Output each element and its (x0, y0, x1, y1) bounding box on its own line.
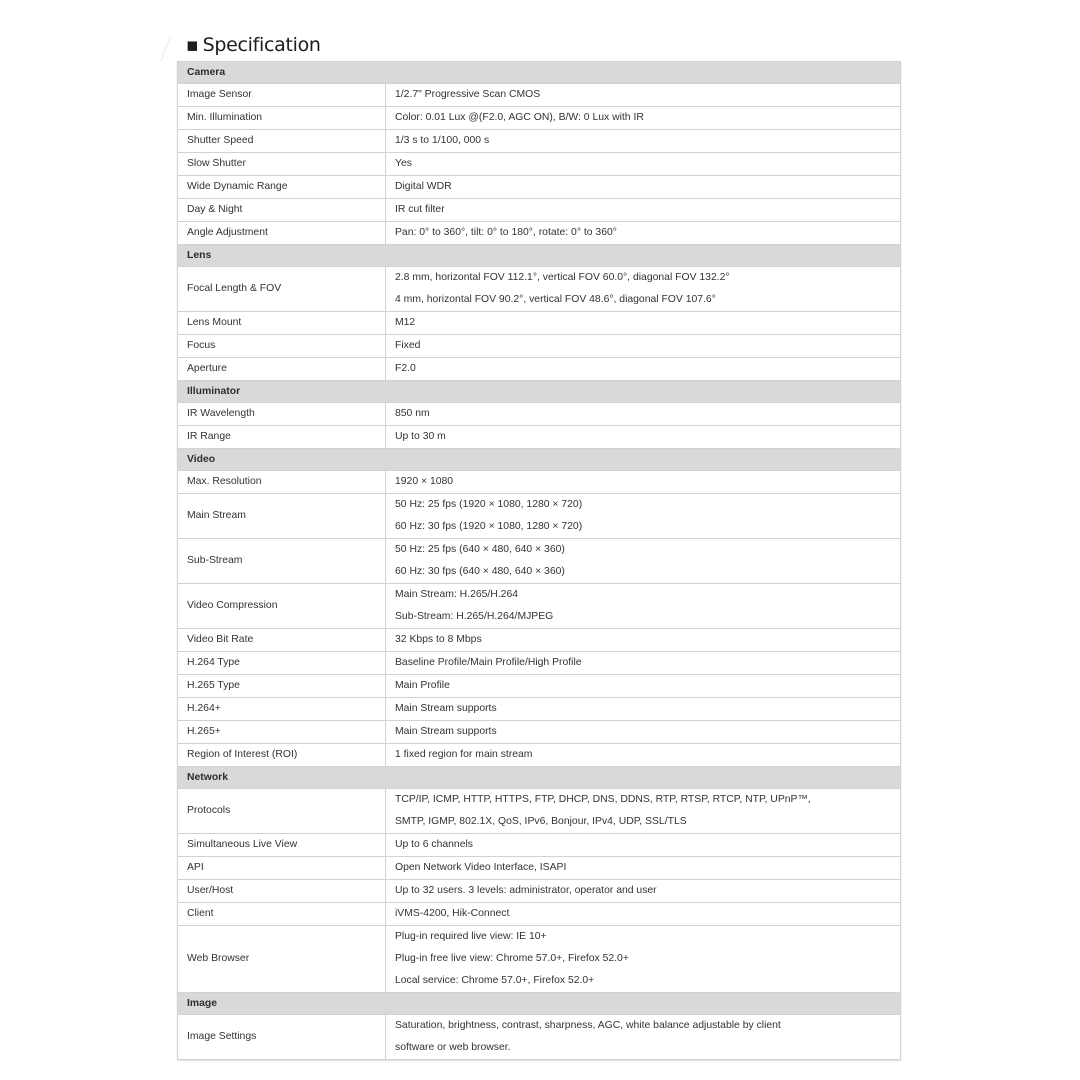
spec-label: Lens Mount (178, 312, 386, 335)
spec-label: Min. Illumination (178, 107, 386, 130)
spec-value-line: Sub-Stream: H.265/H.264/MJPEG (395, 611, 554, 622)
section-header-lens (178, 245, 901, 267)
spec-value (386, 403, 901, 426)
spec-row (178, 880, 901, 903)
spec-value (386, 199, 901, 222)
spec-row (178, 789, 901, 834)
spec-value-line: Saturation, brightness, contrast, sharpness, AGC, white balance adjustable by client (395, 1020, 781, 1031)
spec-label: Client (178, 903, 386, 926)
spec-label: H.265+ (178, 721, 386, 744)
spec-row (178, 494, 901, 539)
page-corner-decoration (160, 36, 178, 62)
spec-value (386, 629, 901, 652)
spec-value-line: software or web browser. (395, 1042, 511, 1053)
spec-label: IR Wavelength (178, 403, 386, 426)
spec-value (386, 471, 901, 494)
spec-row (178, 222, 901, 245)
spec-value-line: Main Stream supports (395, 726, 497, 737)
spec-value-line: Up to 6 channels (395, 839, 473, 850)
section-title: Illuminator (178, 381, 901, 403)
spec-row (178, 267, 901, 312)
spec-value (386, 539, 901, 584)
spec-label: User/Host (178, 880, 386, 903)
spec-label: H.265 Type (178, 675, 386, 698)
spec-value-line: SMTP, IGMP, 802.1X, QoS, IPv6, Bonjour, IPv4, UDP, SSL/TLS (395, 816, 687, 827)
spec-value-line: Baseline Profile/Main Profile/High Profile (395, 657, 582, 668)
spec-label: Slow Shutter (178, 153, 386, 176)
spec-row (178, 312, 901, 335)
spec-row (178, 584, 901, 629)
spec-value-line: Open Network Video Interface, ISAPI (395, 862, 567, 873)
spec-value-line: Fixed (395, 340, 421, 351)
spec-label: Image Sensor (178, 84, 386, 107)
spec-row (178, 358, 901, 381)
spec-row (178, 84, 901, 107)
spec-row (178, 403, 901, 426)
spec-label: Angle Adjustment (178, 222, 386, 245)
spec-value-line: Up to 30 m (395, 431, 446, 442)
section-title: Lens (178, 245, 901, 267)
spec-value-line: 50 Hz: 25 fps (1920 × 1080, 1280 × 720) (395, 499, 583, 510)
section-header-camera (178, 62, 901, 84)
section-header-video (178, 449, 901, 471)
section-header-image (178, 993, 901, 1015)
spec-value (386, 903, 901, 926)
spec-value (386, 494, 901, 539)
spec-value-line: 50 Hz: 25 fps (640 × 480, 640 × 360) (395, 544, 565, 555)
spec-label: IR Range (178, 426, 386, 449)
spec-value (386, 153, 901, 176)
spec-value (386, 312, 901, 335)
page-title-text: Specification (202, 34, 321, 56)
spec-row (178, 335, 901, 358)
specification-table (177, 61, 901, 1060)
spec-value (386, 222, 901, 245)
spec-value-line: 32 Kbps to 8 Mbps (395, 634, 482, 645)
spec-value-line: 1920 × 1080 (395, 476, 454, 487)
spec-value (386, 107, 901, 130)
spec-label: Region of Interest (ROI) (178, 744, 386, 767)
spec-value-line: Main Stream: H.265/H.264 (395, 589, 519, 600)
spec-row (178, 698, 901, 721)
spec-value-line: Plug-in free live view: Chrome 57.0+, Firefox 52.0+ (395, 953, 629, 964)
spec-value (386, 358, 901, 381)
spec-value-line: F2.0 (395, 363, 416, 374)
spec-value (386, 130, 901, 153)
spec-value-line: Pan: 0° to 360°, tilt: 0° to 180°, rotate: 0° to 360° (395, 227, 617, 238)
section-header-network (178, 767, 901, 789)
spec-label: Aperture (178, 358, 386, 381)
spec-row (178, 1015, 901, 1060)
spec-value-line: Digital WDR (395, 181, 452, 192)
spec-value (386, 744, 901, 767)
spec-label: Image Settings (178, 1015, 386, 1060)
spec-value-line: Local service: Chrome 57.0+, Firefox 52.0+ (395, 975, 595, 986)
spec-value (386, 426, 901, 449)
spec-row (178, 153, 901, 176)
spec-value-line: Main Profile (395, 680, 450, 691)
spec-label: Video Bit Rate (178, 629, 386, 652)
spec-value (386, 880, 901, 903)
spec-value-line: Up to 32 users. 3 levels: administrator, operator and user (395, 885, 657, 896)
spec-value-line: TCP/IP, ICMP, HTTP, HTTPS, FTP, DHCP, DNS, DDNS, RTP, RTSP, RTCP, NTP, UPnP™, (395, 794, 811, 805)
spec-row (178, 834, 901, 857)
spec-label: Max. Resolution (178, 471, 386, 494)
spec-row (178, 675, 901, 698)
spec-value-line: 60 Hz: 30 fps (640 × 480, 640 × 360) (395, 566, 565, 577)
spec-value-line: M12 (395, 317, 416, 328)
spec-row (178, 652, 901, 675)
spec-value (386, 267, 901, 312)
spec-row (178, 176, 901, 199)
spec-label: Web Browser (178, 926, 386, 993)
spec-value-line: Main Stream supports (395, 703, 497, 714)
spec-row (178, 903, 901, 926)
spec-value (386, 335, 901, 358)
spec-value-line: 850 nm (395, 408, 430, 419)
spec-label: Focus (178, 335, 386, 358)
spec-value (386, 84, 901, 107)
spec-value-line: Color: 0.01 Lux @(F2.0, AGC ON), B/W: 0 Lux with IR (395, 112, 644, 123)
section-title: Video (178, 449, 901, 471)
section-title: Image (178, 993, 901, 1015)
spec-row (178, 629, 901, 652)
section-title: Network (178, 767, 901, 789)
page-title (186, 34, 321, 56)
spec-label: Main Stream (178, 494, 386, 539)
spec-value-line: 1 fixed region for main stream (395, 749, 533, 760)
spec-value-line: iVMS-4200, Hik-Connect (395, 908, 510, 919)
spec-value-line: Yes (395, 158, 412, 169)
spec-value-line: 1/2.7" Progressive Scan CMOS (395, 89, 541, 100)
spec-value-line: 2.8 mm, horizontal FOV 112.1°, vertical FOV 60.0°, diagonal FOV 132.2° (395, 272, 730, 283)
spec-row (178, 926, 901, 993)
bullet-icon: ▪ (186, 34, 199, 56)
spec-label: Wide Dynamic Range (178, 176, 386, 199)
spec-row (178, 721, 901, 744)
spec-label: Video Compression (178, 584, 386, 629)
spec-label: API (178, 857, 386, 880)
spec-label: H.264 Type (178, 652, 386, 675)
spec-value (386, 834, 901, 857)
spec-row (178, 426, 901, 449)
spec-value (386, 1015, 901, 1060)
spec-value (386, 652, 901, 675)
spec-row (178, 744, 901, 767)
spec-value-line: IR cut filter (395, 204, 445, 215)
section-title: Camera (178, 62, 901, 84)
spec-value (386, 857, 901, 880)
spec-label: Protocols (178, 789, 386, 834)
spec-label: Sub-Stream (178, 539, 386, 584)
spec-value-line: Plug-in required live view: IE 10+ (395, 931, 547, 942)
spec-row (178, 471, 901, 494)
spec-row (178, 107, 901, 130)
spec-value-line: 1/3 s to 1/100, 000 s (395, 135, 490, 146)
spec-value (386, 675, 901, 698)
spec-row (178, 130, 901, 153)
spec-value (386, 176, 901, 199)
spec-value-line: 4 mm, horizontal FOV 90.2°, vertical FOV 48.6°, diagonal FOV 107.6° (395, 294, 716, 305)
spec-value (386, 584, 901, 629)
spec-value (386, 789, 901, 834)
spec-label: Focal Length & FOV (178, 267, 386, 312)
spec-label: Day & Night (178, 199, 386, 222)
spec-value (386, 721, 901, 744)
spec-value (386, 698, 901, 721)
section-header-illuminator (178, 381, 901, 403)
spec-value (386, 926, 901, 993)
spec-row (178, 539, 901, 584)
spec-label: H.264+ (178, 698, 386, 721)
spec-row (178, 199, 901, 222)
spec-label: Shutter Speed (178, 130, 386, 153)
spec-value-line: 60 Hz: 30 fps (1920 × 1080, 1280 × 720) (395, 521, 583, 532)
spec-label: Simultaneous Live View (178, 834, 386, 857)
spec-row (178, 857, 901, 880)
